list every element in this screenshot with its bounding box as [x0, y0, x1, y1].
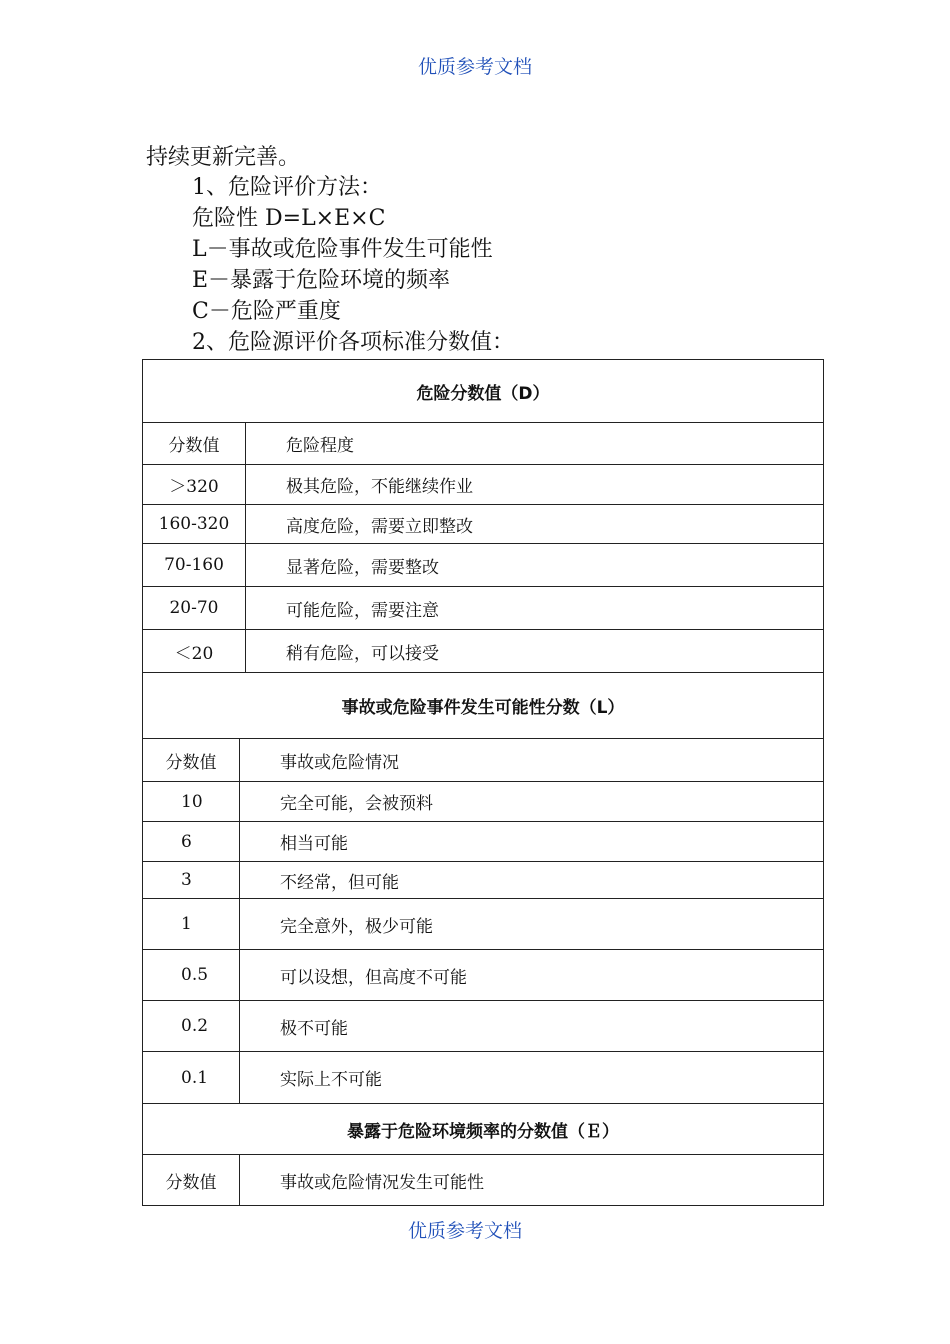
table-title: 暴露于危险环境频率的分数值（Ｅ）	[143, 1104, 824, 1155]
intro-line: C－危险严重度	[192, 299, 341, 324]
table-header-cell: 分数值	[143, 1155, 240, 1206]
table-row	[143, 465, 824, 505]
description-cell: 相当可能	[240, 822, 824, 862]
score-cell: 160-320	[143, 505, 246, 544]
score-cell: ＜20	[143, 630, 246, 673]
exposure-score-table	[142, 1103, 824, 1206]
table-row	[143, 1001, 824, 1052]
score-cell: 1	[143, 899, 240, 950]
table-row	[143, 1052, 824, 1104]
intro-line: 危险性 D=L×E×C	[192, 206, 386, 231]
page-header: 优质参考文档	[417, 56, 532, 78]
table-row	[143, 505, 824, 544]
description-cell: 极其危险，不能继续作业	[246, 465, 824, 505]
table-header-cell: 事故或危险情况发生可能性	[240, 1155, 824, 1206]
description-cell: 可能危险，需要注意	[246, 587, 824, 630]
intro-line: E－暴露于危险环境的频率	[192, 268, 451, 293]
table-header-cell: 危险程度	[246, 423, 824, 465]
score-cell: 0.2	[143, 1001, 240, 1052]
table-row	[143, 950, 824, 1001]
table-row	[143, 822, 824, 862]
intro-line: 持续更新完善。	[146, 145, 301, 170]
table-title: 危险分数值（D）	[143, 360, 824, 423]
table-row	[143, 899, 824, 950]
description-cell: 完全可能，会被预料	[240, 782, 824, 822]
table-row	[143, 630, 824, 673]
score-cell: 10	[143, 782, 240, 822]
score-cell: 6	[143, 822, 240, 862]
score-cell: 0.5	[143, 950, 240, 1001]
table-row	[143, 782, 824, 822]
table-title: 事故或危险事件发生可能性分数（L）	[143, 673, 824, 739]
description-cell: 可以设想，但高度不可能	[240, 950, 824, 1001]
intro-line: L－事故或危险事件发生可能性	[192, 237, 493, 262]
table-row	[143, 587, 824, 630]
table-header-cell: 分数值	[143, 423, 246, 465]
danger-score-table	[142, 359, 824, 673]
likelihood-score-table	[142, 672, 824, 1104]
description-cell: 稍有危险，可以接受	[246, 630, 824, 673]
table-header-cell: 事故或危险情况	[240, 739, 824, 782]
description-cell: 不经常，但可能	[240, 862, 824, 899]
intro-line: 1、危险评价方法：	[192, 175, 382, 200]
table-row	[143, 544, 824, 587]
description-cell: 实际上不可能	[240, 1052, 824, 1104]
description-cell: 高度危险，需要立即整改	[246, 505, 824, 544]
table-row	[143, 862, 824, 899]
score-cell: 70-160	[143, 544, 246, 587]
table-header-cell: 分数值	[143, 739, 240, 782]
page-footer: 优质参考文档	[407, 1220, 522, 1242]
description-cell: 完全意外，极少可能	[240, 899, 824, 950]
intro-line: 2、危险源评价各项标准分数值：	[192, 330, 514, 355]
score-cell: 3	[143, 862, 240, 899]
description-cell: 极不可能	[240, 1001, 824, 1052]
description-cell: 显著危险，需要整改	[246, 544, 824, 587]
score-cell: 0.1	[143, 1052, 240, 1104]
score-cell: 20-70	[143, 587, 246, 630]
score-cell: ＞320	[143, 465, 246, 505]
